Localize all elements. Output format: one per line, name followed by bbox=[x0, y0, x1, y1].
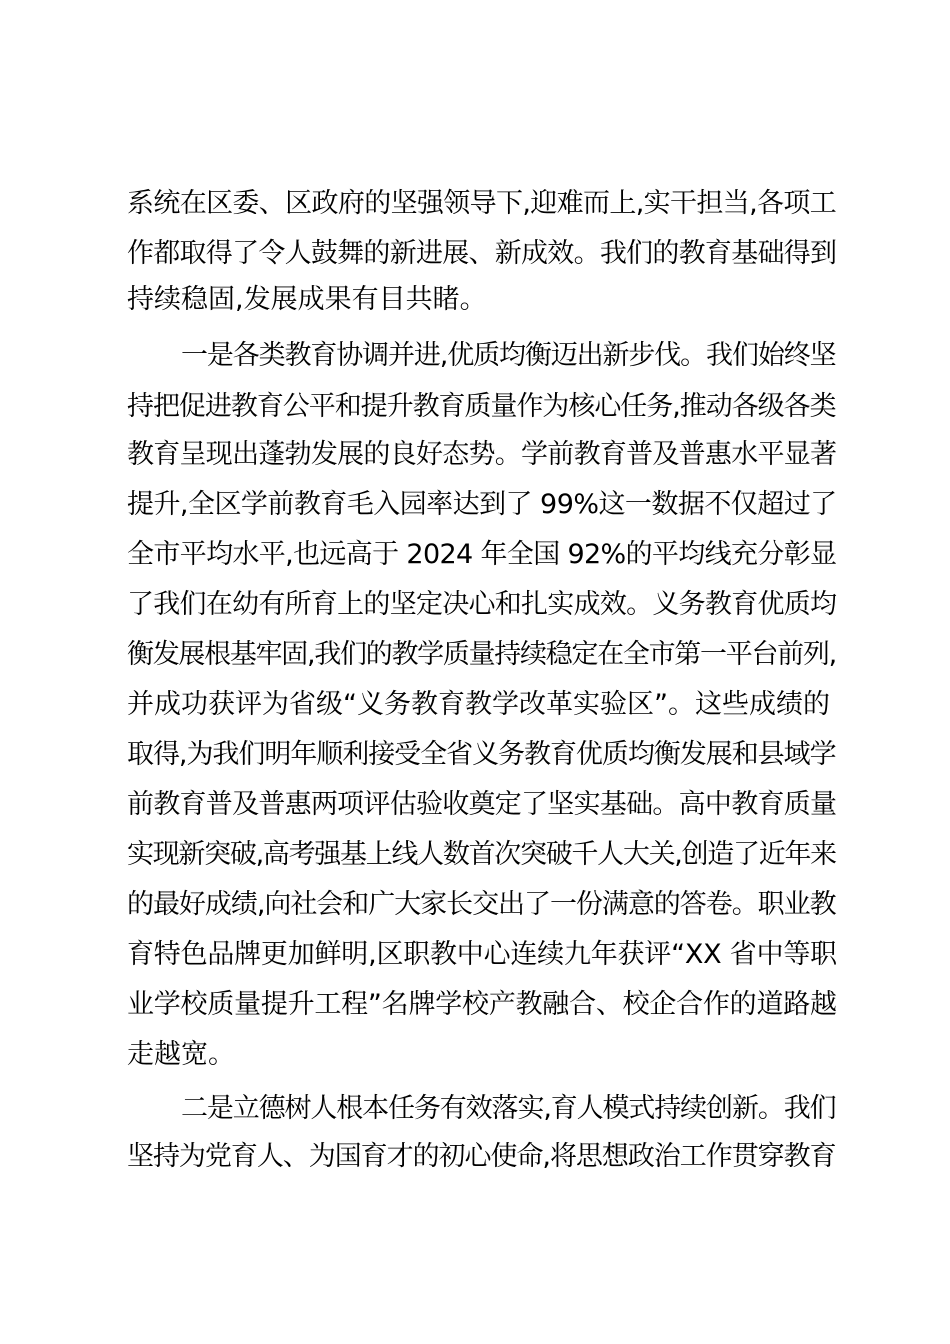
paragraph-line: 二是立德树人根本任务有效落实,育人模式持续创新。我们 bbox=[181, 1093, 836, 1124]
paragraph-line: 持把促进教育公平和提升教育质量作为核心任务,推动各级各类 bbox=[127, 391, 836, 422]
paragraph-line: 了我们在幼有所育上的坚定决心和扎实成效。义务教育优质均 bbox=[127, 589, 837, 620]
paragraph-line: 坚持为党育人、为国育才的初心使命,将思想政治工作贯穿教育 bbox=[127, 1141, 836, 1172]
paragraph-line: 业学校质量提升工程”名牌学校产教融合、校企合作的道路越 bbox=[127, 989, 837, 1020]
paragraph-line: 系统在区委、区政府的坚强领导下,迎难而上,实干担当,各项工 bbox=[127, 188, 837, 219]
paragraph-line: 一是各类教育协调并进,优质均衡迈出新步伐。我们始终坚 bbox=[181, 340, 836, 371]
paragraph-line: 作都取得了令人鼓舞的新进展、新成效。我们的教育基础得到 bbox=[127, 238, 837, 269]
paragraph-line: 持续稳固,发展成果有目共睹。 bbox=[127, 284, 487, 315]
paragraph-line: 实现新突破,高考强基上线人数首次突破千人大关,创造了近年来 bbox=[127, 839, 836, 870]
paragraph-line: 走越宽。 bbox=[127, 1039, 235, 1070]
paragraph-line: 教育呈现出蓬勃发展的良好态势。学前教育普及普惠水平显著 bbox=[127, 439, 837, 470]
paragraph-line: 育特色品牌更加鲜明,区职教中心连续九年获评“XX 省中等职 bbox=[127, 939, 837, 970]
paragraph-line: 并成功获评为省级“义务教育教学改革实验区”。这些成绩的 bbox=[127, 689, 830, 720]
paragraph-line: 取得,为我们明年顺利接受全省义务教育优质均衡发展和县域学 bbox=[127, 739, 836, 770]
paragraph-line: 提升,全区学前教育毛入园率达到了 99%这一数据不仅超过了 bbox=[127, 489, 837, 520]
paragraph-line: 全市平均水平,也远高于 2024 年全国 92%的平均线充分彰显 bbox=[127, 539, 837, 570]
paragraph-line: 的最好成绩,向社会和广大家长交出了一份满意的答卷。职业教 bbox=[127, 889, 836, 920]
paragraph-line: 前教育普及普惠两项评估验收奠定了坚实基础。高中教育质量 bbox=[127, 789, 837, 820]
paragraph-line: 衡发展根基牢固,我们的教学质量持续稳定在全市第一平台前列, bbox=[127, 639, 836, 670]
